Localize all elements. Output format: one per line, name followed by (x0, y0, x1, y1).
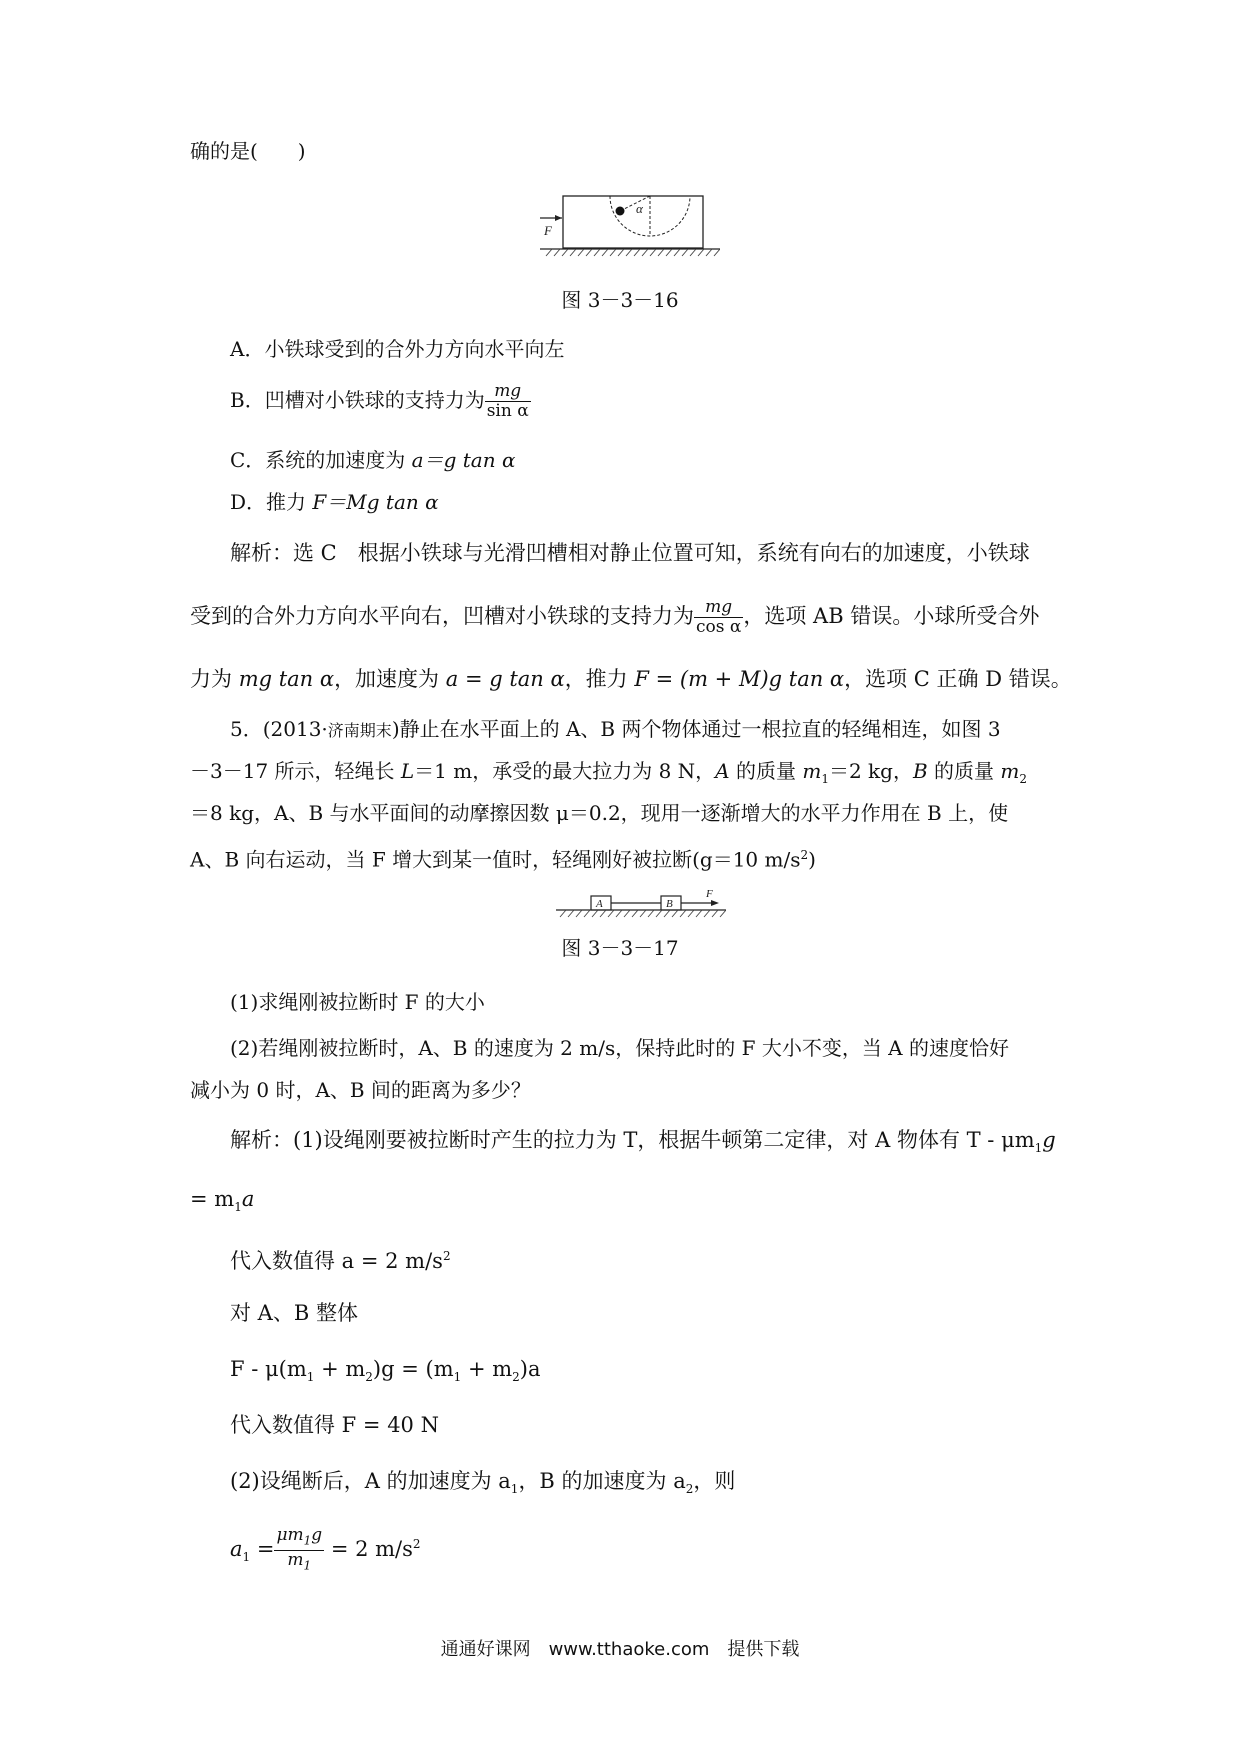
option-b-text: B．凹槽对小铁球的支持力为 (230, 388, 485, 412)
sol7-c: ，则 (693, 1469, 736, 1493)
option-c-formula: a＝g tan α (411, 448, 516, 472)
option-b (230, 382, 531, 421)
solution-line6: 代入数值得 F = 40 N (230, 1413, 439, 1437)
sol7-s1: 1 (510, 1482, 519, 1497)
figure-3-3-17 (556, 882, 726, 920)
analysis4-line2-suffix: ，选项 AB 错误。小球所受合外 (743, 604, 1040, 628)
sol5-s3: 1 (453, 1370, 462, 1385)
option-a: A．小铁球受到的合外力方向水平向左 (230, 337, 565, 361)
analysis4-line1: 解析：选 C 根据小铁球与光滑凹槽相对静止位置可知，系统有向右的加速度，小铁球 (230, 541, 1030, 565)
sol8-rhs: = 2 m/s (324, 1537, 413, 1561)
sol7-a: (2)设绳断后，A 的加速度为 a (230, 1469, 511, 1493)
option-d (230, 487, 439, 517)
sol5-b: + m (314, 1357, 366, 1381)
sol8-numerator (274, 1526, 324, 1551)
a4l3-b: mg tan α (238, 667, 335, 691)
solution-line5 (230, 1354, 540, 1392)
page-footer: 通通好课网 www.tthaoke.com 提供下载 (440, 1639, 800, 1660)
sol8-denominator (274, 1551, 324, 1575)
solution-line7 (230, 1466, 735, 1504)
a4l3-d: a = g tan α (445, 667, 565, 691)
question-2-line1: (2)若绳刚被拉断时，A、B 的速度为 2 m/s，保持此时的 F 大小不变，当 A 的速度恰好 (230, 1036, 1009, 1060)
a4l3-f: F = (m + M)g tan α (634, 667, 845, 691)
q5l2-c: ＝1 m，承受的最大拉力为 8 N， (414, 759, 716, 783)
sol8-eq: = (250, 1537, 275, 1561)
q5l4-a: A、B 向右运动，当 F 增大到某一值时，轻绳刚好被拉断(g＝10 m/s (190, 847, 801, 872)
q5l4-b: ) (808, 847, 816, 872)
sol5-e: )a (519, 1357, 541, 1381)
q5l2-i: B (912, 759, 928, 783)
sol8-num-sub: 1 (303, 1533, 312, 1547)
q5l1-b: )静止在水平面上的 A、B 两个物体通过一根拉直的轻绳相连，如图 3 (391, 717, 1001, 741)
sol1-sub: 1 (1034, 1141, 1043, 1156)
sol8-lhs: a (230, 1537, 243, 1561)
sol2-b: a (241, 1187, 255, 1211)
analysis4-numerator: mg (694, 598, 743, 618)
a4l3-a: 力为 (190, 667, 239, 691)
q5l2-g: 1 (821, 772, 829, 786)
figure-caption-16: 图 3－3－16 (561, 288, 679, 312)
fig17-block-b: B (666, 898, 673, 910)
sol3-a: 代入数值得 a = 2 m/s (230, 1249, 443, 1273)
sol8-num-b: g (311, 1524, 323, 1545)
q5-line1 (230, 714, 1001, 746)
option-d-text: D．推力 (230, 490, 313, 514)
solution-line1 (230, 1125, 1056, 1163)
sol5-s2: 2 (365, 1370, 373, 1385)
sol5-d: + m (461, 1357, 513, 1381)
solution-line3 (230, 1241, 451, 1276)
option-b-numerator: mg (485, 382, 531, 402)
q5l2-k: m (1000, 759, 1020, 783)
fig17-block-a: A (596, 898, 603, 910)
sol5-c: )g = (m (372, 1357, 454, 1381)
q5l2-f: m (802, 759, 822, 783)
a4l3-c: ，加速度为 (334, 667, 446, 691)
sol3-sup: 2 (442, 1249, 451, 1263)
option-c (230, 445, 515, 475)
sol8-den-a: m (287, 1550, 304, 1570)
q5l2-e: 的质量 (729, 759, 803, 783)
option-b-denominator: sin α (486, 401, 529, 421)
question-4-tail: 确的是( ) (190, 139, 306, 163)
option-b-fraction (485, 382, 531, 421)
sol8-lhs-sub: 1 (242, 1550, 251, 1565)
sol7-s2: 2 (685, 1482, 694, 1497)
q5l2-d: A (715, 759, 730, 783)
sol8-num-a: μm (276, 1524, 304, 1545)
fig16-force-label: F (544, 223, 552, 238)
fig17-force-label: F (706, 888, 713, 900)
analysis4-line2-prefix: 受到的合外力方向水平向右，凹槽对小铁球的支持力为 (190, 604, 694, 628)
q5l2-b: L (400, 759, 415, 783)
sol5-s4: 2 (512, 1370, 520, 1385)
solution-line2 (190, 1184, 254, 1222)
question-1: (1)求绳刚被拉断时 F 的大小 (230, 990, 485, 1014)
q5l1-a: 5．(2013· (230, 717, 328, 741)
fig16-angle-label: α (636, 201, 643, 216)
sol2-sub: 1 (234, 1200, 242, 1215)
sol5-a: F - μ(m (230, 1357, 307, 1381)
a4l3-g: ，选项 C 正确 D 错误。 (844, 667, 1072, 691)
sol7-b: ，B 的加速度为 a (518, 1469, 686, 1493)
analysis4-line3 (190, 664, 1072, 694)
sol2-a: = m (190, 1187, 235, 1211)
q5l2-a: －3－17 所示，轻绳长 (190, 759, 401, 783)
q5-line2 (190, 756, 1027, 794)
sol1-a: 解析：(1)设绳刚要被拉断时产生的拉力为 T，根据牛顿第二定律，对 A 物体有 T - μm (230, 1128, 1035, 1152)
sol5-s1: 1 (306, 1370, 315, 1385)
sol8-sup: 2 (412, 1537, 421, 1551)
figure-3-3-16 (540, 188, 720, 268)
question-2-line2: 减小为 0 时，A、B 间的距离为多少？ (190, 1078, 531, 1102)
sol1-b: g (1042, 1128, 1056, 1152)
q5l4-sup: 2 (800, 848, 809, 862)
option-d-formula: F＝Mg tan α (312, 490, 439, 514)
q5-source: 济南期末 (327, 721, 392, 740)
q5-line3: ＝8 kg，A、B 与水平面间的动摩擦因数 μ＝0.2，现用一逐渐增大的水平力作用在 B 上，使 (190, 801, 1009, 825)
q5l2-j: 的质量 (927, 759, 1001, 783)
q5-line4 (190, 840, 816, 875)
q5l2-l: 2 (1019, 772, 1027, 786)
sol8-den-sub: 1 (303, 1558, 312, 1573)
a4l3-e: ，推力 (564, 667, 635, 691)
analysis4-denominator: cos α (696, 617, 742, 637)
sol8-fraction (274, 1526, 324, 1576)
solution-line8 (230, 1522, 421, 1579)
analysis4-fraction (694, 598, 743, 637)
solution-line4: 对 A、B 整体 (230, 1301, 358, 1325)
analysis4-line2 (190, 598, 1039, 637)
figure-caption-17: 图 3－3－17 (561, 936, 679, 960)
option-c-text: C．系统的加速度为 (230, 448, 412, 472)
q5l2-h: ＝2 kg， (828, 759, 913, 783)
